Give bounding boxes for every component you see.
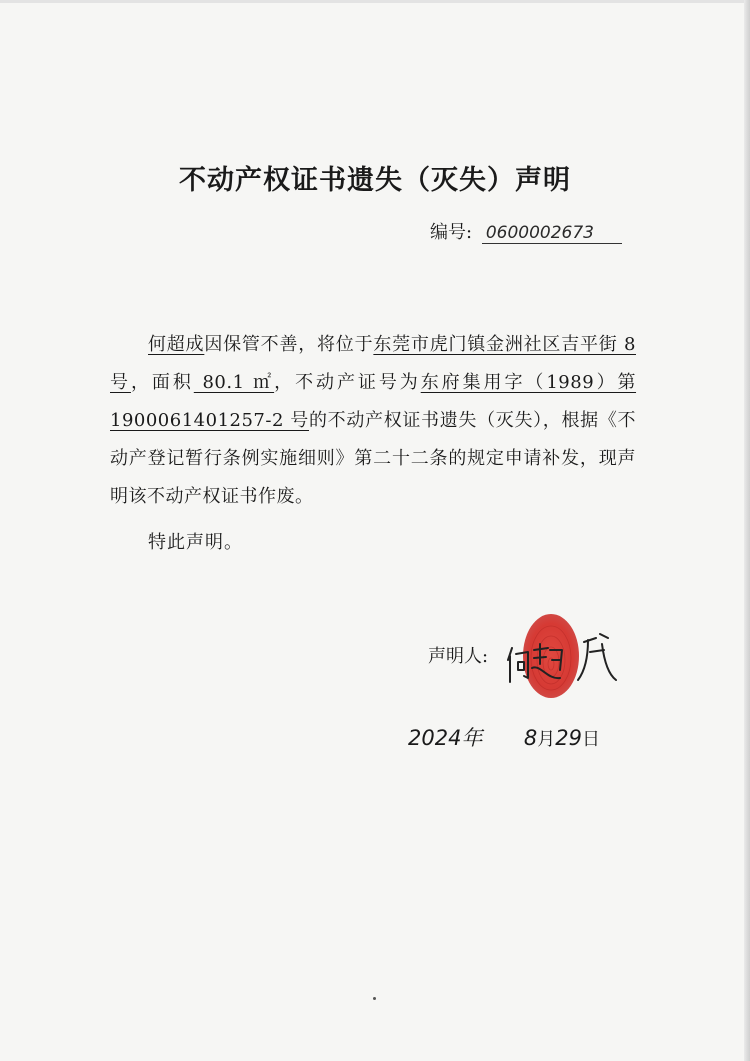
date-month-unit: 月 (537, 729, 556, 750)
date-day-unit: 日 (581, 729, 600, 750)
body-text-4: 的不动产权证书遗失（灭失），根据《不动产登记暂行条例实施细则》第二十二条的规定申请补发，现声明该不动产权证书作废。 (110, 410, 637, 507)
date-year: 2024年 (408, 726, 483, 750)
date-day: 29 (555, 726, 582, 750)
body-text-1: 因保管不善，将位于 (204, 334, 374, 355)
page-speck (373, 997, 376, 1000)
serial-label: 编号: (430, 222, 473, 243)
declaration-paragraph (110, 326, 636, 516)
body-text-3: ，不动产证号为 (274, 372, 421, 393)
serial-value: 0600002673 (482, 223, 622, 244)
owner-name: 何超成 (148, 334, 205, 355)
property-area: 80.1 ㎡ (193, 372, 275, 393)
body-text-2: ，面积 (130, 372, 194, 393)
declaration-date (408, 722, 600, 752)
certificate-number: 东府集用字（1989）第 1900061401257-2 号 (110, 372, 637, 431)
declaration-body (110, 326, 636, 516)
closing-statement: 特此声明。 (148, 532, 243, 553)
serial-number (430, 218, 622, 244)
date-month: 8 (523, 726, 538, 750)
handwritten-signature (504, 620, 624, 700)
property-address: 东莞市虎门镇金洲社区吉平街 8 号 (110, 334, 636, 393)
document-title: 不动产权证书遗失（灭失）声明 (179, 165, 571, 196)
declarant-label: 声明人: (428, 646, 489, 667)
page-edge-top (0, 0, 750, 3)
